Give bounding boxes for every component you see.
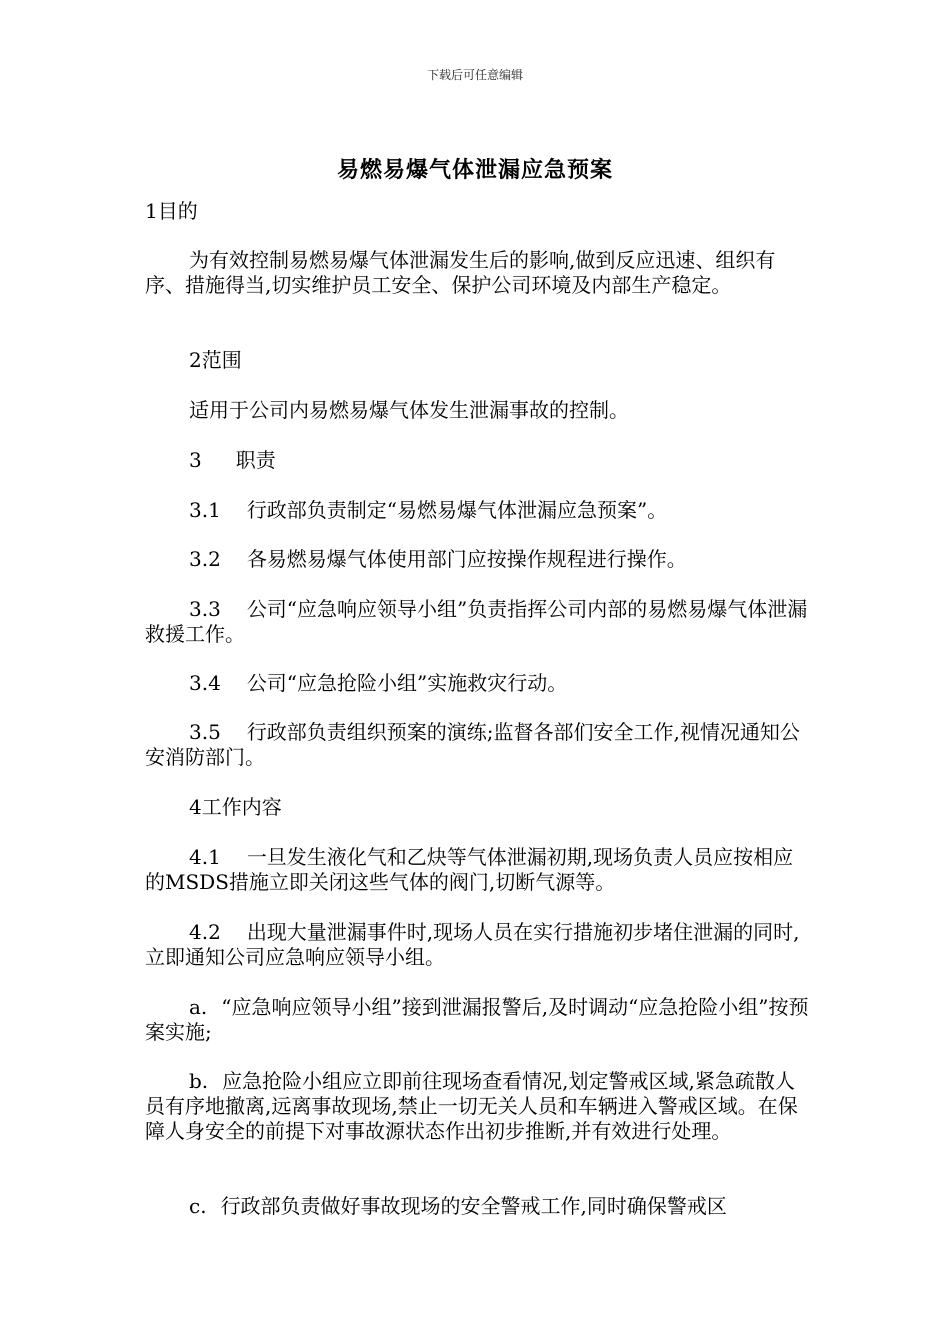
page-header-note: 下载后可任意编辑 xyxy=(426,68,523,82)
sub-item-label: a. xyxy=(189,995,208,1019)
list-item xyxy=(145,920,809,970)
section-3-title: 职责 xyxy=(235,448,276,472)
item-number: 3.1 xyxy=(189,498,221,522)
sub-item xyxy=(145,995,809,1045)
list-item xyxy=(145,498,809,523)
section-2-body: 适用于公司内易燃易爆气体发生泄漏事故的控制。 xyxy=(189,398,629,422)
item-text: 行政部负责制定“易燃易爆气体泄漏应急预案”。 xyxy=(246,498,668,522)
section-4-heading: 4工作内容 xyxy=(189,795,282,819)
item-text: 公司“应急响应领导小组”负责指挥公司内部的易燃易爆气体泄漏救援工作。 xyxy=(145,597,808,646)
section-1-body: 为有效控制易燃易爆气体泄漏发生后的影响,做到反应迅速、组织有序、措施得当,切实维护员工安全、保护公司环境及内部生产稳定。 xyxy=(145,248,776,297)
document-title: 易燃易爆气体泄漏应急预案 xyxy=(336,158,613,183)
item-number: 3.5 xyxy=(189,720,221,744)
sub-item-text: 行政部负责做好事故现场的安全警戒工作,同时确保警戒区 xyxy=(220,1194,727,1218)
section-3-number: 3 xyxy=(189,448,202,472)
sub-item-text: 应急抢险小组应立即前往现场查看情况,划定警戒区域,紧急疏散人员有序地撤离,远离事故现场,禁止一切无关人员和车辆进入警戒区域。在保障人身安全的前提下对事故源状态作出初步推断,并有效进行处理。 xyxy=(145,1069,798,1143)
list-item xyxy=(145,547,809,572)
list-item xyxy=(145,671,809,696)
sub-item-text: “应急响应领导小组”接到泄漏报警后,及时调动“应急抢险小组”按预案实施; xyxy=(145,995,809,1044)
sub-item xyxy=(145,1194,809,1219)
section-2-heading: 2范围 xyxy=(189,348,242,372)
sub-item-label: c. xyxy=(189,1194,207,1218)
sub-item-label: b. xyxy=(189,1069,209,1093)
list-item xyxy=(145,720,809,770)
section-1-heading: 1目的 xyxy=(145,199,198,223)
item-number: 3.3 xyxy=(189,597,221,621)
item-text: 公司“应急抢险小组”实施救灾行动。 xyxy=(246,671,568,695)
item-number: 3.2 xyxy=(189,547,221,571)
list-item xyxy=(145,845,809,895)
item-number: 3.4 xyxy=(189,671,221,695)
sub-item xyxy=(145,1069,809,1144)
item-text: 各易燃易爆气体使用部门应按操作规程进行操作。 xyxy=(246,547,687,571)
section-3-heading xyxy=(145,448,809,473)
item-number: 4.2 xyxy=(189,920,221,944)
item-number: 4.1 xyxy=(189,845,221,869)
item-text: 行政部负责组织预案的演练;监督各部们安全工作,视情况通知公安消防部门。 xyxy=(145,720,800,769)
item-text: 一旦发生液化气和乙炔等气体泄漏初期,现场负责人员应按相应的MSDS措施立即关闭这些气体的阀门,切断气源等。 xyxy=(145,845,794,894)
item-text: 出现大量泄漏事件时,现场人员在实行措施初步堵住泄漏的同时,立即通知公司应急响应领导小组。 xyxy=(145,920,800,969)
list-item xyxy=(145,597,809,647)
